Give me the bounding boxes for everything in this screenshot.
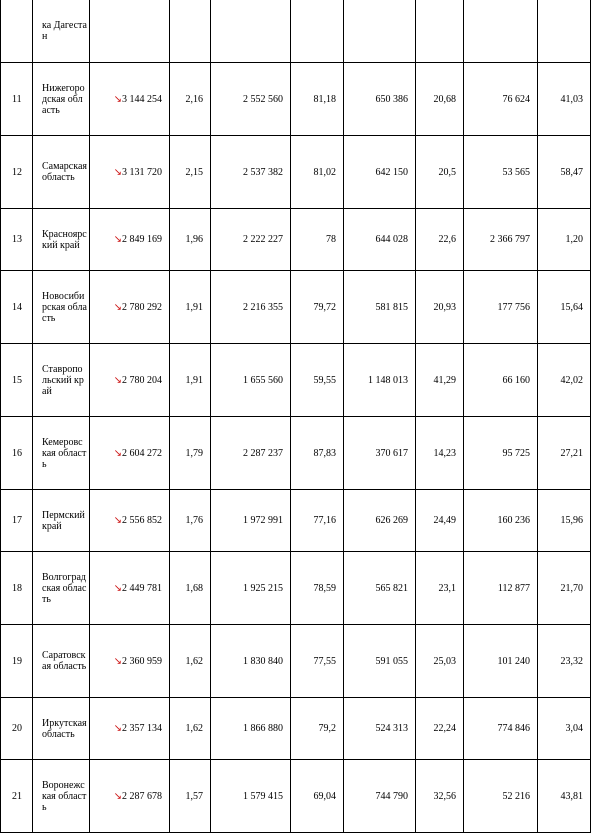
- urban-population-cell: 2 216 355: [211, 271, 291, 344]
- urban-population-cell: 2 537 382: [211, 136, 291, 209]
- urban-population-cell: 1 925 215: [211, 552, 291, 625]
- rural-population-cell: 524 313: [344, 698, 416, 760]
- share-cell: 2,16: [170, 63, 211, 136]
- trend-down-arrow-icon: ↘: [113, 790, 122, 802]
- trend-down-arrow-icon: ↘: [113, 723, 122, 734]
- density-cell: 23,32: [538, 625, 591, 698]
- rural-population-cell: 370 617: [344, 417, 416, 490]
- urban-population-cell: 2 287 237: [211, 417, 291, 490]
- region-name-cell: Саратовская область: [33, 625, 90, 698]
- share-cell: 1,91: [170, 344, 211, 417]
- rural-population-cell: 744 790: [344, 760, 416, 833]
- rural-population-cell: 565 821: [344, 552, 416, 625]
- area-cell: 160 236: [464, 490, 538, 552]
- row-index-cell: 12: [1, 136, 33, 209]
- empty-cell: [464, 0, 538, 63]
- population-cell: [90, 344, 170, 417]
- trend-down-arrow-icon: ↘: [113, 582, 122, 594]
- urban-percent-cell: 78,59: [291, 552, 344, 625]
- trend-down-arrow-icon: ↘: [113, 447, 122, 459]
- population-cell: [90, 698, 170, 760]
- row-index-cell: 19: [1, 625, 33, 698]
- region-name-cell: ка Дагестан: [33, 0, 90, 63]
- rural-percent-cell: 20,68: [416, 63, 464, 136]
- empty-cell: [90, 0, 170, 63]
- table-row: [1, 344, 591, 417]
- rural-population-cell: 1 148 013: [344, 344, 416, 417]
- trend-down-arrow-icon: ↘: [113, 93, 122, 105]
- rural-population-cell: 642 150: [344, 136, 416, 209]
- region-name-cell: Иркутская область: [33, 698, 90, 760]
- area-cell: 76 624: [464, 63, 538, 136]
- population-value: 3 131 720: [122, 166, 162, 178]
- trend-down-arrow-icon: ↘: [113, 301, 122, 313]
- rural-percent-cell: 25,03: [416, 625, 464, 698]
- row-index-cell: 14: [1, 271, 33, 344]
- row-index-cell: 16: [1, 417, 33, 490]
- population-value: 2 780 204: [122, 374, 162, 386]
- table-row: [1, 625, 591, 698]
- rural-percent-cell: 24,49: [416, 490, 464, 552]
- share-cell: 2,15: [170, 136, 211, 209]
- row-index-cell: 15: [1, 344, 33, 417]
- empty-cell: [538, 0, 591, 63]
- density-cell: 27,21: [538, 417, 591, 490]
- urban-population-cell: 2 552 560: [211, 63, 291, 136]
- area-cell: 177 756: [464, 271, 538, 344]
- row-index-cell: 11: [1, 63, 33, 136]
- urban-percent-cell: 77,16: [291, 490, 344, 552]
- share-cell: 1,79: [170, 417, 211, 490]
- population-value: 2 357 134: [122, 723, 162, 734]
- urban-population-cell: 1 866 880: [211, 698, 291, 760]
- density-cell: 15,96: [538, 490, 591, 552]
- population-cell: [90, 209, 170, 271]
- share-cell: 1,68: [170, 552, 211, 625]
- density-cell: 21,70: [538, 552, 591, 625]
- urban-population-cell: 1 972 991: [211, 490, 291, 552]
- urban-percent-cell: 78: [291, 209, 344, 271]
- urban-population-cell: 1 655 560: [211, 344, 291, 417]
- rural-percent-cell: 41,29: [416, 344, 464, 417]
- region-name-cell: Волгоградская область: [33, 552, 90, 625]
- region-name-cell: Воронежская область: [33, 760, 90, 833]
- area-cell: 101 240: [464, 625, 538, 698]
- row-index-cell: 21: [1, 760, 33, 833]
- rural-percent-cell: 32,56: [416, 760, 464, 833]
- table-row: [1, 271, 591, 344]
- rural-population-cell: 644 028: [344, 209, 416, 271]
- area-cell: 2 366 797: [464, 209, 538, 271]
- rural-percent-cell: 14,23: [416, 417, 464, 490]
- urban-percent-cell: 59,55: [291, 344, 344, 417]
- share-cell: 1,62: [170, 698, 211, 760]
- empty-cell: [344, 0, 416, 63]
- urban-population-cell: 1 579 415: [211, 760, 291, 833]
- empty-cell: [170, 0, 211, 63]
- population-cell: [90, 760, 170, 833]
- population-cell: [90, 271, 170, 344]
- area-cell: 95 725: [464, 417, 538, 490]
- population-value: 2 287 678: [122, 790, 162, 802]
- urban-percent-cell: 79,2: [291, 698, 344, 760]
- trend-down-arrow-icon: ↘: [113, 515, 122, 526]
- density-cell: 58,47: [538, 136, 591, 209]
- empty-cell: [416, 0, 464, 63]
- population-cell: [90, 490, 170, 552]
- density-cell: 1,20: [538, 209, 591, 271]
- table-row: [1, 0, 591, 63]
- row-index-cell: 18: [1, 552, 33, 625]
- rural-population-cell: 581 815: [344, 271, 416, 344]
- table-row: [1, 552, 591, 625]
- rural-percent-cell: 20,93: [416, 271, 464, 344]
- rural-percent-cell: 22,6: [416, 209, 464, 271]
- row-index-cell: 13: [1, 209, 33, 271]
- area-cell: 53 565: [464, 136, 538, 209]
- urban-population-cell: 1 830 840: [211, 625, 291, 698]
- rural-population-cell: 626 269: [344, 490, 416, 552]
- region-name-cell: Нижегородская область: [33, 63, 90, 136]
- rural-population-cell: 650 386: [344, 63, 416, 136]
- population-value: 2 449 781: [122, 582, 162, 594]
- rural-percent-cell: 20,5: [416, 136, 464, 209]
- region-name-cell: Ставропольский край: [33, 344, 90, 417]
- share-cell: 1,91: [170, 271, 211, 344]
- trend-down-arrow-icon: ↘: [113, 166, 122, 178]
- population-cell: [90, 63, 170, 136]
- table-row: [1, 698, 591, 760]
- population-value: 3 144 254: [122, 93, 162, 105]
- urban-percent-cell: 69,04: [291, 760, 344, 833]
- area-cell: 52 216: [464, 760, 538, 833]
- region-name-cell: Кемеровская область: [33, 417, 90, 490]
- table-row: [1, 760, 591, 833]
- table-row: [1, 490, 591, 552]
- population-value: 2 604 272: [122, 447, 162, 459]
- region-name-cell: Пермский край: [33, 490, 90, 552]
- density-cell: 41,03: [538, 63, 591, 136]
- density-cell: 3,04: [538, 698, 591, 760]
- share-cell: 1,96: [170, 209, 211, 271]
- row-index-cell: 20: [1, 698, 33, 760]
- population-cell: [90, 552, 170, 625]
- share-cell: 1,62: [170, 625, 211, 698]
- area-cell: 774 846: [464, 698, 538, 760]
- urban-percent-cell: 81,02: [291, 136, 344, 209]
- table-row: [1, 63, 591, 136]
- density-cell: 43,81: [538, 760, 591, 833]
- rural-population-cell: 591 055: [344, 625, 416, 698]
- region-name-cell: Красноярский край: [33, 209, 90, 271]
- urban-population-cell: 2 222 227: [211, 209, 291, 271]
- empty-cell: [291, 0, 344, 63]
- empty-cell: [211, 0, 291, 63]
- urban-percent-cell: 87,83: [291, 417, 344, 490]
- trend-down-arrow-icon: ↘: [113, 374, 122, 386]
- trend-down-arrow-icon: ↘: [113, 655, 122, 667]
- rural-percent-cell: 22,24: [416, 698, 464, 760]
- row-index-cell: 17: [1, 490, 33, 552]
- population-cell: [90, 417, 170, 490]
- region-name-cell: Самарская область: [33, 136, 90, 209]
- rural-percent-cell: 23,1: [416, 552, 464, 625]
- density-cell: 15,64: [538, 271, 591, 344]
- table-row: [1, 136, 591, 209]
- trend-down-arrow-icon: ↘: [113, 234, 122, 245]
- population-cell: [90, 625, 170, 698]
- population-value: 2 780 292: [122, 301, 162, 313]
- region-name-cell: Новосибирская область: [33, 271, 90, 344]
- urban-percent-cell: 81,18: [291, 63, 344, 136]
- population-value: 2 360 959: [122, 655, 162, 667]
- area-cell: 112 877: [464, 552, 538, 625]
- row-index-cell: [1, 0, 33, 63]
- population-value: 2 556 852: [122, 515, 162, 526]
- population-value: 2 849 169: [122, 234, 162, 245]
- population-cell: [90, 136, 170, 209]
- urban-percent-cell: 79,72: [291, 271, 344, 344]
- table-row: [1, 209, 591, 271]
- share-cell: 1,57: [170, 760, 211, 833]
- density-cell: 42,02: [538, 344, 591, 417]
- table-row: [1, 417, 591, 490]
- urban-percent-cell: 77,55: [291, 625, 344, 698]
- share-cell: 1,76: [170, 490, 211, 552]
- area-cell: 66 160: [464, 344, 538, 417]
